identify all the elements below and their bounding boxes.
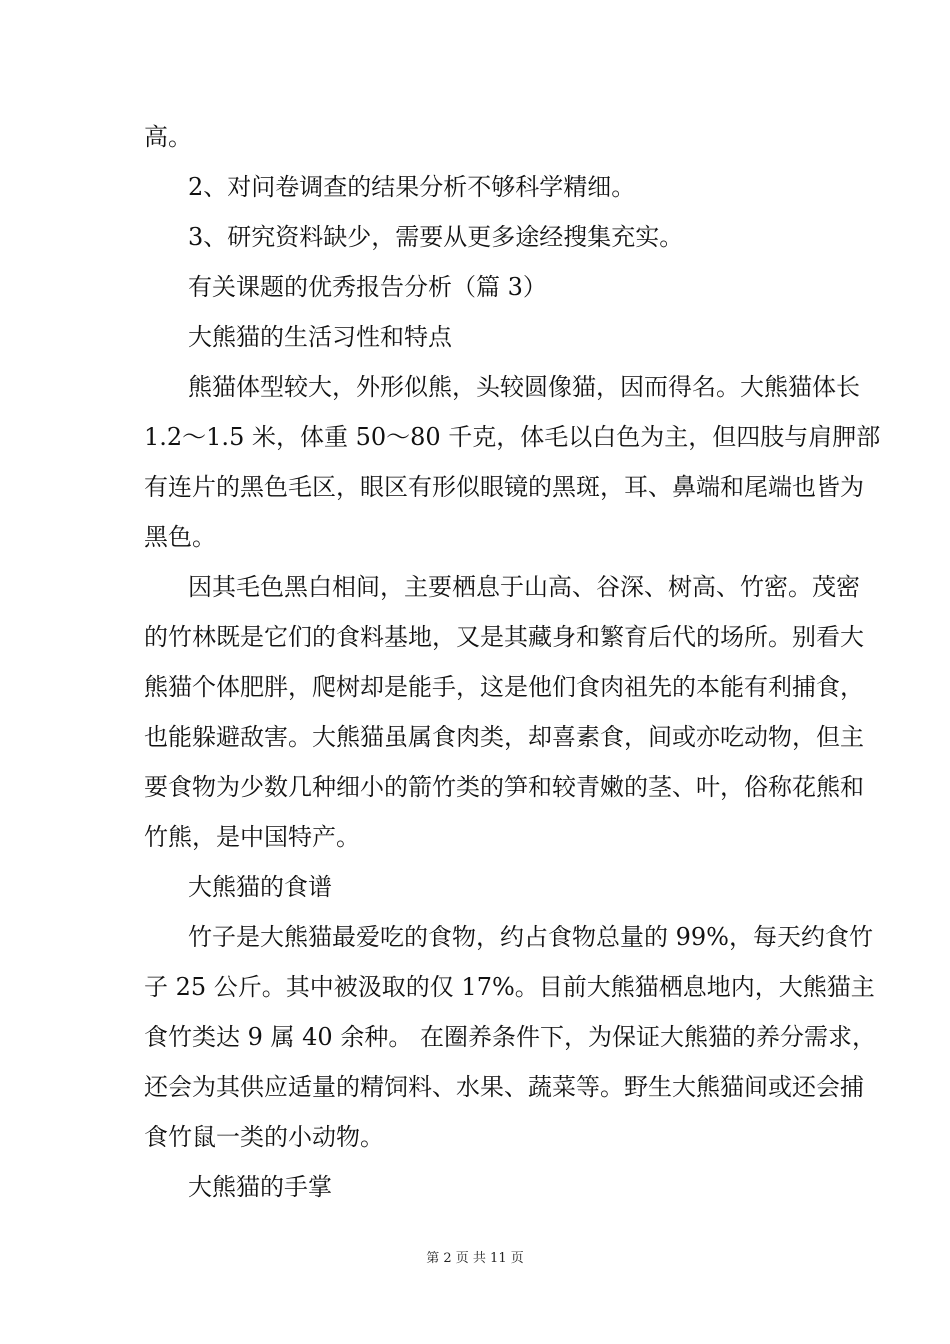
line-text: 有关课题的优秀报告分析（篇 3） [188,273,547,301]
line-text: 有连片的黑色毛区，眼区有形似眼镜的黑斑，耳、鼻端和尾端也皆为 [144,473,864,501]
line-text: 要食物为少数几种细小的箭竹类的笋和较青嫩的茎、叶，俗称花熊和 [144,773,864,801]
line-text: 也能躲避敌害。大熊猫虽属食肉类，却喜素食，间或亦吃动物，但主 [144,723,864,751]
line-text: 2、对问卷调查的结果分析不够科学精细。 [188,173,636,201]
line-text: 的竹林既是它们的食料基地，又是其藏身和繁育后代的场所。别看大 [144,623,864,651]
line-text: 还会为其供应适量的精饲料、水果、蔬菜等。野生大熊猫间或还会捕 [144,1073,864,1101]
line-text: 食竹类达 9 属 40 余种。 在圈养条件下，为保证大熊猫的养分需求， [144,1023,876,1051]
line-text: 大熊猫的食谱 [188,873,332,901]
line-text: 熊猫体型较大，外形似熊，头较圆像猫，因而得名。大熊猫体长 [188,373,860,401]
line-text: 大熊猫的生活习性和特点 [188,323,452,351]
page-footer: 第 2 页 共 11 页 [426,1251,524,1266]
line-text: 1.2～1.5 米，体重 50～80 千克，体毛以白色为主，但四肢与肩胛部 [144,423,881,451]
line-text: 因其毛色黑白相间，主要栖息于山高、谷深、树高、竹密。茂密 [188,573,860,601]
line-text: 高。 [144,123,192,151]
line-text: 食竹鼠一类的小动物。 [144,1123,384,1151]
line-text: 黑色。 [144,523,216,551]
line-text: 大熊猫的手掌 [188,1173,332,1201]
line-text: 3、研究资料缺少，需要从更多途经搜集充实。 [188,223,684,251]
line-text: 竹熊，是中国特产。 [144,823,360,851]
line-text: 竹子是大熊猫最爱吃的食物，约占食物总量的 99%，每天约食竹 [188,923,873,951]
line-text: 子 25 公斤。其中被汲取的仅 17%。目前大熊猫栖息地内，大熊猫主 [144,973,875,1001]
line-text: 熊猫个体肥胖，爬树却是能手，这是他们食肉祖先的本能有利捕食， [144,673,864,701]
